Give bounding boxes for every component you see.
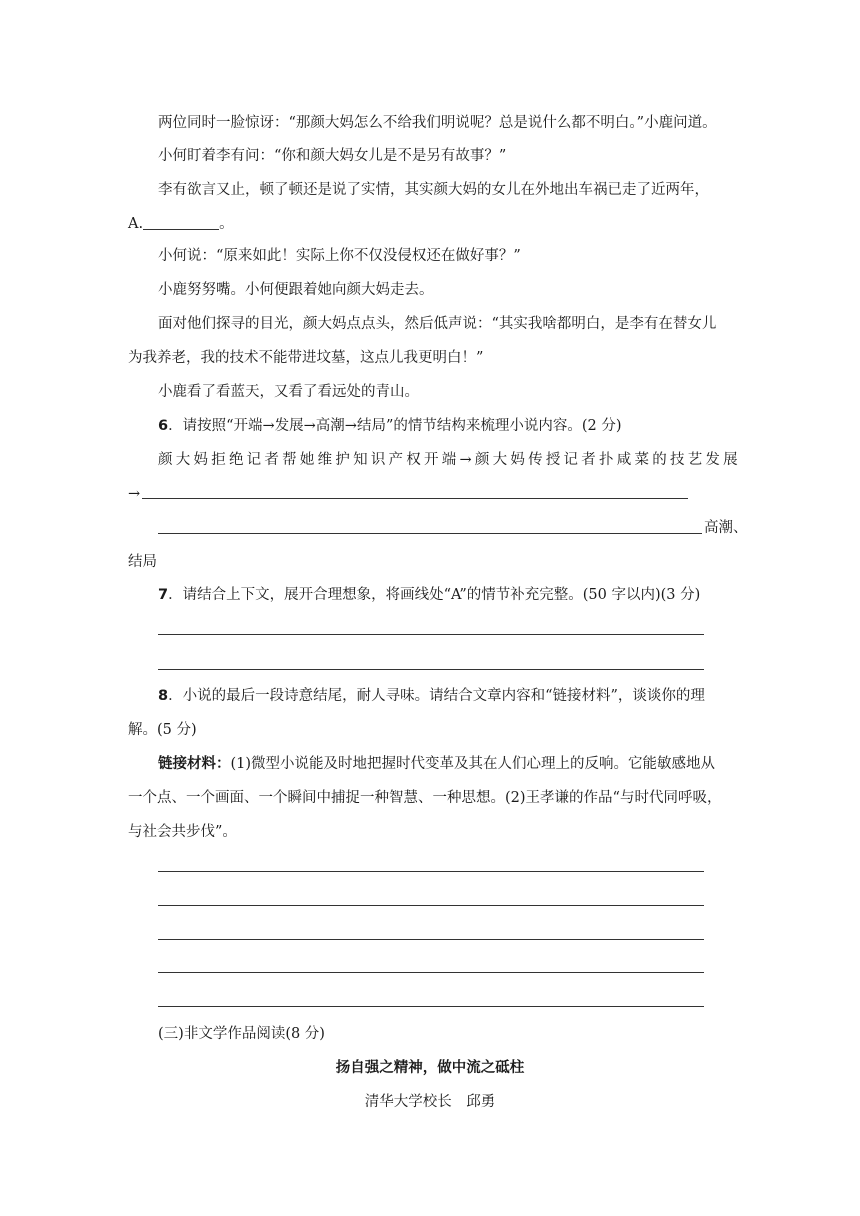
- question-6-answer-char: 妈: [193, 452, 208, 468]
- question-6-ending-label: 结局: [128, 554, 157, 570]
- blank-a-label: A.: [128, 216, 144, 232]
- question-6-answer-char: 端: [441, 452, 457, 468]
- question-8-number: 8: [158, 688, 169, 704]
- question-6-answer-char: 拒: [211, 452, 226, 468]
- linked-material-label: 链接材料：: [158, 756, 231, 772]
- question-6-answer-char: 颜: [474, 452, 490, 468]
- article-author: 清华大学校长 邱勇: [364, 1094, 496, 1110]
- question-6-answer-char: 咸: [616, 452, 632, 468]
- question-6-answer-char: 颜: [158, 452, 173, 468]
- question-6-number: 6: [158, 418, 169, 434]
- story-paragraph-6-cont: 为我养老，我的技术不能带进坟墓，这点儿我更明白！”: [128, 350, 484, 366]
- linked-material-text-3: 与社会共步伐”。: [128, 824, 237, 840]
- question-6-answer-char: 识: [370, 452, 386, 468]
- question-6-answer-char: 菜: [634, 452, 649, 468]
- linked-material-text-1: (1)微型小说能及时地把握时代变革及其在人们心理上的反响。它能敏感地从: [230, 756, 716, 772]
- question-6-answer-char: 授: [545, 452, 561, 468]
- question-6-answer-char: 发: [705, 452, 720, 468]
- question-8-answer-blank-4[interactable]: [158, 972, 704, 973]
- linked-material: [158, 754, 715, 774]
- question-7-answer-blank-2[interactable]: [158, 669, 704, 670]
- question-6-answer-char: 开: [424, 452, 439, 468]
- question-7-answer-blank-1[interactable]: [158, 634, 704, 635]
- question-6-answer-blank-1[interactable]: [142, 498, 688, 499]
- question-6-answer-char: 记: [563, 452, 579, 468]
- section-3-heading: (三)非文学作品阅读(8 分): [158, 1026, 325, 1042]
- question-6-answer-line: [158, 450, 738, 470]
- question-6-answer-char: 扑: [599, 452, 614, 468]
- question-6-answer-char: 传: [528, 452, 543, 468]
- question-6-answer-char: 维: [317, 452, 333, 468]
- question-7: [158, 585, 700, 605]
- question-6-answer-char: 知: [353, 452, 368, 468]
- question-7-number: 7: [158, 587, 169, 603]
- article-title: 扬自强之精神，做中流之砥柱: [335, 1060, 525, 1076]
- question-7-text: ．请结合上下文，展开合理想象，将画线处“A”的情节补充完整。(50 字以内)(3 分): [168, 587, 701, 603]
- question-6-answer-char: 她: [299, 452, 315, 468]
- question-6-answer-char: 的: [652, 452, 667, 468]
- story-paragraph-3-cont: [128, 214, 234, 234]
- question-8-text-cont: 解。(5 分): [128, 722, 197, 738]
- question-6-answer-char: 妈: [510, 452, 525, 468]
- question-6-answer-blank-2[interactable]: [158, 533, 702, 534]
- question-6-answer-char: 者: [264, 452, 279, 468]
- question-8-answer-blank-3[interactable]: [158, 939, 704, 940]
- question-8-answer-blank-5[interactable]: [158, 1006, 704, 1007]
- question-8-answer-blank-2[interactable]: [158, 905, 704, 906]
- question-6-answer-char: 护: [335, 452, 350, 468]
- story-paragraph-1: 两位同时一脸惊讶：“那颜大妈怎么不给我们明说呢？总是说什么都不明白。”小鹿问道。: [158, 115, 717, 131]
- question-6-answer-char: 绝: [228, 452, 244, 468]
- story-paragraph-4: 小何说：“原来如此！实际上你不仅没侵权还在做好事？”: [158, 248, 521, 264]
- question-6-answer-char: 展: [723, 452, 738, 468]
- question-6-arrow: →: [128, 486, 141, 502]
- blank-a-underline: [143, 215, 219, 230]
- question-6-answer-char: →: [459, 452, 472, 468]
- question-6-answer-char: 者: [581, 452, 596, 468]
- story-paragraph-6: 面对他们探寻的目光，颜大妈点点头，然后低声说：“其实我啥都明白，是李有在替女儿: [158, 316, 717, 332]
- question-6-answer-char: 帮: [282, 452, 297, 468]
- question-6-answer-char: 记: [246, 452, 262, 468]
- question-8-text: ．小说的最后一段诗意结尾，耐人寻味。请结合文章内容和“链接材料”，谈谈你的理: [168, 688, 705, 704]
- question-6-answer-char: 技: [669, 452, 685, 468]
- linked-material-text-2: 一个点、一个画面、一个瞬间中捕捉一种智慧、一种思想。(2)王孝谦的作品“与时代同呼吸，: [128, 790, 722, 806]
- question-6: [158, 416, 622, 436]
- story-paragraph-7: 小鹿看了看蓝天，又看了看远处的青山。: [158, 384, 419, 400]
- question-8-answer-blank-1[interactable]: [158, 871, 704, 872]
- question-6-answer-char: 大: [492, 452, 508, 468]
- story-paragraph-3: 李有欲言又止，顿了顿还是说了实情，其实颜大妈的女儿在外地出车祸已走了近两年，: [158, 182, 709, 198]
- story-paragraph-2: 小何盯着李有问：“你和颜大妈女儿是不是另有故事？”: [158, 148, 507, 164]
- question-6-answer-char: 产: [388, 452, 404, 468]
- question-6-answer-char: 艺: [687, 452, 703, 468]
- question-6-text: ．请按照“开端→发展→高潮→结局”的情节结构来梳理小说内容。(2 分): [168, 418, 622, 434]
- question-6-answer-char: 权: [406, 452, 421, 468]
- blank-a-suffix: 。: [219, 216, 234, 232]
- question-6-climax-label: 高潮、: [704, 520, 748, 536]
- question-6-answer-char: 大: [175, 452, 191, 468]
- question-8: [158, 686, 705, 706]
- story-paragraph-5: 小鹿努努嘴。小何便跟着她向颜大妈走去。: [158, 282, 434, 298]
